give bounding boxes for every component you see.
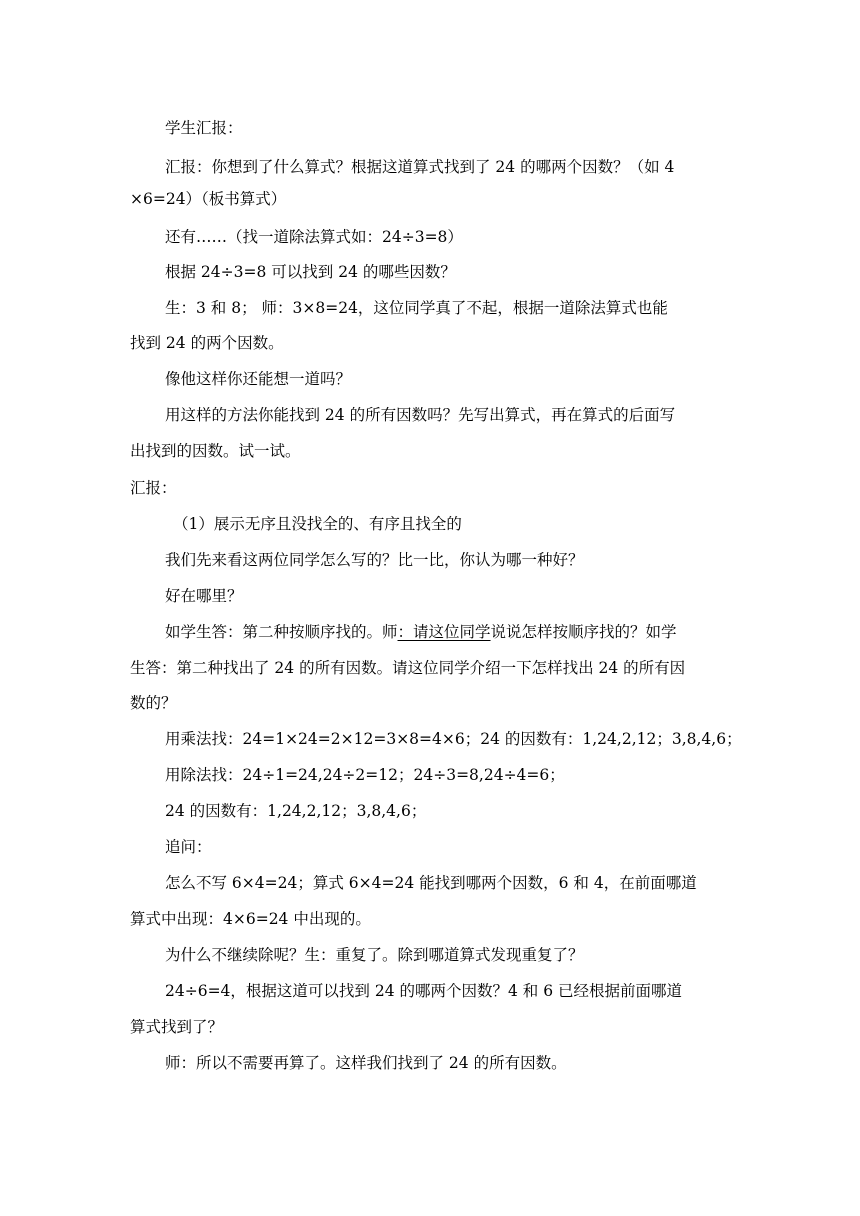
text-line: 生：3 和 8； 师：3×8=24，这位同学真了不起，根据一道除法算式也能 (165, 299, 668, 317)
text-segment: 说说怎样按顺序找的？如学 (490, 623, 677, 641)
text-line: 算式中出现：4×6=24 中出现的。 (130, 910, 371, 928)
text-line: 用除法找：24÷1=24,24÷2=12；24÷3=8,24÷4=6； (165, 766, 565, 784)
text-line: 怎么不写 6×4=24；算式 6×4=24 能找到哪两个因数，6 和 4，在前面哪道 (165, 874, 697, 892)
text-line: 用乘法找：24=1×24=2×12=3×8=4×6；24 的因数有：1,24,2,12；3,8,4,6； (165, 730, 742, 748)
text-line: 24 的因数有：1,24,2,12；3,8,4,6； (165, 802, 427, 820)
text-line: 追问： (165, 838, 212, 856)
text-line: ×6=24）（板书算式） (130, 190, 287, 208)
text-line: 师：所以不需要再算了。这样我们找到了 24 的所有因数。 (165, 1054, 567, 1072)
text-line: 找到 24 的两个因数。 (130, 334, 284, 352)
text-line: 根据 24÷3=8 可以找到 24 的哪些因数？ (165, 263, 456, 281)
text-line: 汇报： (130, 479, 177, 497)
text-line: 数的？ (130, 694, 177, 712)
text-line: 出找到的因数。试一试。 (130, 442, 301, 460)
underlined-text: ：请这位同学 (397, 623, 491, 641)
text-line: 好在哪里？ (165, 587, 243, 605)
text-line: 学生汇报： (165, 119, 243, 137)
text-line: 我们先来看这两位同学怎么写的？比一比，你认为哪一种好？ (165, 551, 584, 569)
text-line: 像他这样你还能想一道吗？ (165, 370, 352, 388)
text-line: 还有……（找一道除法算式如：24÷3=8） (165, 228, 463, 246)
text-line: 算式找到了？ (130, 1018, 224, 1036)
text-line: 生答：第二种找出了 24 的所有因数。请这位同学介绍一下怎样找出 24 的所有因 (130, 659, 686, 677)
text-line: （1）展示无序且没找全的、有序且找全的 (173, 515, 462, 533)
text-line: 用这样的方法你能找到 24 的所有因数吗？先写出算式，再在算式的后面写 (165, 406, 676, 424)
text-line: 汇报：你想到了什么算式？根据这道算式找到了 24 的哪两个因数？（如 4 (165, 158, 675, 176)
text-segment: 如学生答：第二种按顺序找的。师 (165, 623, 398, 641)
text-line: 为什么不继续除呢？生：重复了。除到哪道算式发现重复了？ (165, 946, 584, 964)
text-line (165, 622, 765, 642)
text-line: 24÷6=4，根据这道可以找到 24 的哪两个因数？4 和 6 已经根据前面哪道 (165, 982, 683, 1000)
